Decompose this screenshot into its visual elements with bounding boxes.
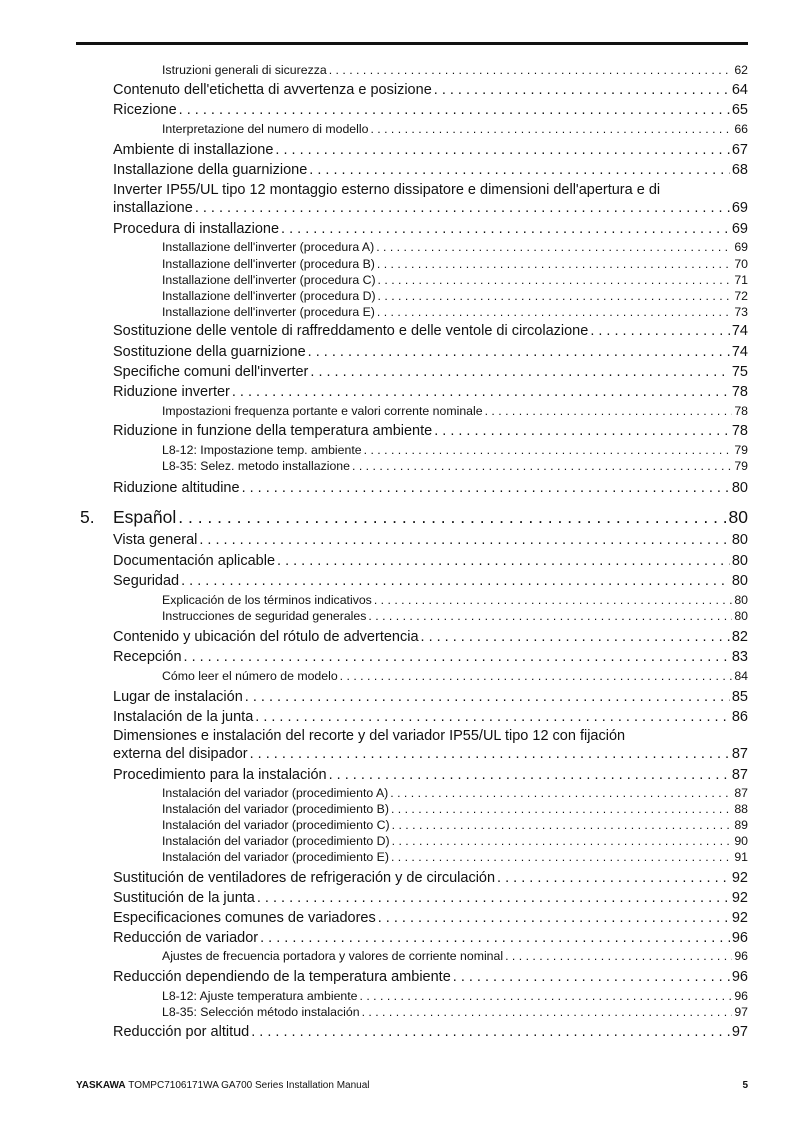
toc-page-number: 87 [731, 746, 748, 762]
toc-page-number: 80 [728, 507, 748, 527]
toc-entry-title: Cómo leer el número de modelo [162, 669, 338, 683]
toc-entry-title: L8-35: Selez. metodo installazione [162, 459, 350, 473]
toc-entry-title: Vista general [113, 532, 198, 548]
dot-leader [199, 531, 729, 549]
dot-leader [497, 869, 730, 887]
toc-entry-title: L8-35: Selección método instalación [162, 1005, 360, 1019]
footer-doc-name: TOMPC7106171WA GA700 Series Installation Manual [128, 1080, 370, 1091]
toc-entry-title: Ajustes de frecuencia portadora y valores de corriente nominal [162, 949, 504, 963]
dot-leader [368, 609, 732, 624]
toc-page-number: 69 [731, 200, 748, 216]
toc-page-number: 96 [734, 989, 748, 1003]
dot-leader [377, 305, 732, 320]
toc-page-number: 70 [734, 257, 748, 271]
toc-page-number: 90 [734, 834, 748, 848]
dot-leader [260, 929, 730, 947]
toc-page-number: 89 [734, 818, 748, 832]
toc-entry-title: Seguridad [113, 573, 180, 589]
toc-entry-title: installazione [113, 200, 193, 216]
dot-leader [453, 968, 730, 986]
toc-chapter-number: 5. [80, 507, 95, 527]
dot-leader [275, 141, 729, 159]
toc-page-number: 85 [731, 689, 748, 705]
dot-leader [434, 422, 730, 440]
toc-page-number: 87 [734, 786, 748, 800]
toc-page-number: 78 [734, 404, 748, 418]
toc-page-number: 78 [731, 423, 748, 439]
dot-leader [179, 101, 730, 119]
toc-page-number: 92 [731, 890, 748, 906]
toc-entry-title: Reducción dependiendo de la temperatura ambiente [113, 969, 451, 985]
toc-page-number: 73 [734, 305, 748, 319]
toc-entry-title: Documentación aplicable [113, 553, 276, 569]
toc-entry-title: Instalación del variador (procedimiento A) [162, 786, 389, 800]
toc-entry-title: Installazione dell'inverter (procedura A) [162, 240, 375, 254]
toc-entry-title: Riduzione altitudine [113, 480, 240, 496]
toc-entry-title: Instalación del variador (procedimiento D) [162, 834, 390, 848]
dot-leader [255, 708, 730, 726]
dot-leader [378, 273, 733, 288]
dot-leader [390, 786, 732, 801]
toc-entry-title: Sostituzione della guarnizione [113, 344, 306, 360]
toc-page-number: 97 [731, 1024, 748, 1040]
toc-page-number: 88 [734, 802, 748, 816]
toc-page-number: 97 [734, 1005, 748, 1019]
toc-page-number: 68 [731, 162, 748, 178]
toc-entry-title: Instalación del variador (procedimiento C) [162, 818, 390, 832]
dot-leader [310, 363, 729, 381]
toc-page-number: 96 [734, 949, 748, 963]
toc-page-number: 66 [734, 122, 748, 136]
toc-entry-title: Contenido y ubicación del rótulo de advertencia [113, 629, 419, 645]
toc-entry-title: Procedimiento para la instalación [113, 767, 327, 783]
dot-leader [391, 850, 732, 865]
dot-leader [392, 818, 733, 833]
toc-page-number: 80 [731, 532, 748, 548]
dot-leader [590, 322, 730, 340]
dot-leader [308, 343, 730, 361]
dot-leader [250, 745, 730, 763]
dot-leader [370, 122, 732, 137]
toc-entry-title: Sustitución de ventiladores de refrigeración y de circulación [113, 870, 496, 886]
toc-entry-title: Explicación de los términos indicativos [162, 593, 372, 607]
toc-entry-title: Installazione dell'inverter (procedura B) [162, 257, 375, 271]
dot-leader [251, 1023, 730, 1041]
toc-page-number: 71 [734, 273, 748, 287]
toc-page-number: 69 [734, 240, 748, 254]
dot-leader [277, 552, 730, 570]
toc-page-number: 75 [731, 364, 748, 380]
dot-leader [421, 628, 730, 646]
toc-page-number: 80 [734, 609, 748, 623]
toc-entry-title: Ambiente di installazione [113, 142, 274, 158]
toc-page-number: 62 [734, 63, 748, 77]
toc-page-number: 69 [731, 221, 748, 237]
toc-page-number: 65 [731, 102, 748, 118]
dot-leader [378, 909, 730, 927]
toc-entry-title: Lugar de instalación [113, 689, 243, 705]
toc-chapter-heading [80, 506, 176, 528]
toc-page-number: 96 [731, 930, 748, 946]
toc-page-number: 67 [731, 142, 748, 158]
dot-leader [195, 199, 730, 217]
toc-entry-title: Instrucciones de seguridad generales [162, 609, 367, 623]
toc-page-number: 87 [731, 767, 748, 783]
toc-page-number: 80 [731, 480, 748, 496]
toc-entry-title: Recepción [113, 649, 182, 665]
page-footer [76, 1080, 748, 1091]
dot-leader [378, 289, 733, 304]
toc-entry-title: Procedura di installazione [113, 221, 280, 237]
toc-page-number: 80 [731, 553, 748, 569]
toc-entry-title: Sustitución de la junta [113, 890, 255, 906]
dot-leader [362, 1005, 733, 1020]
toc-page-number: 92 [731, 870, 748, 886]
toc-entry-title: Istruzioni generali di sicurezza [162, 63, 327, 77]
dot-leader [309, 161, 730, 179]
dot-leader [360, 989, 733, 1004]
toc-chapter-title: Español [113, 507, 177, 527]
toc-entry-title: Riduzione in funzione della temperatura ambiente [113, 423, 433, 439]
toc-page-number: 86 [731, 709, 748, 725]
toc-entry-title-line: Inverter IP55/UL tipo 12 montaggio esterno dissipatore e dimensioni dell'apertura e di [113, 182, 661, 198]
dot-leader [392, 834, 733, 849]
footer-doc-title [76, 1080, 370, 1091]
toc-entry-title: Sostituzione delle ventole di raffreddamento e delle ventole di circolazione [113, 323, 589, 339]
toc-entry-title: Instalación del variador (procedimiento E) [162, 850, 389, 864]
dot-leader [242, 479, 730, 497]
dot-leader [232, 383, 730, 401]
toc-page-number: 83 [731, 649, 748, 665]
toc-page-number: 64 [731, 82, 748, 98]
toc-entry-title: L8-12: Impostazione temp. ambiente [162, 443, 362, 457]
toc-entry-title: Especificaciones comunes de variadores [113, 910, 376, 926]
toc-page-number: 78 [731, 384, 748, 400]
dot-leader [485, 404, 733, 419]
toc-page-number: 80 [731, 573, 748, 589]
dot-leader [391, 802, 732, 817]
dot-leader [377, 257, 732, 272]
toc-page-number: 72 [734, 289, 748, 303]
dot-leader [245, 688, 730, 706]
toc-entry-title: Installazione dell'inverter (procedura C) [162, 273, 376, 287]
toc-entry-title: Reducción de variador [113, 930, 259, 946]
toc-page-number: 84 [734, 669, 748, 683]
dot-leader [329, 63, 733, 78]
footer-brand: YASKAWA [76, 1080, 126, 1091]
toc-entry-title: Reducción por altitud [113, 1024, 250, 1040]
toc-entry-title: Installazione della guarnizione [113, 162, 308, 178]
toc-entry-title: Installazione dell'inverter (procedura E) [162, 305, 375, 319]
dot-leader [505, 949, 732, 964]
toc-entry-title: Installazione dell'inverter (procedura D) [162, 289, 376, 303]
toc-entry-title: Ricezione [113, 102, 177, 118]
dot-leader [434, 81, 730, 99]
toc-entry-title: Contenuto dell'etichetta di avvertenza e posizione [113, 82, 432, 98]
dot-leader [364, 443, 733, 458]
toc-page-number: 74 [731, 323, 748, 339]
dot-leader [374, 593, 732, 608]
dot-leader [281, 220, 730, 238]
footer-page-number: 5 [742, 1080, 748, 1091]
toc-page-number: 74 [731, 344, 748, 360]
dot-leader [178, 506, 726, 528]
dot-leader [329, 766, 730, 784]
dot-leader [257, 889, 730, 907]
toc-page-number: 96 [731, 969, 748, 985]
toc-page-number: 92 [731, 910, 748, 926]
toc-page-number: 82 [731, 629, 748, 645]
toc-entry-title: Specifiche comuni dell'inverter [113, 364, 309, 380]
dot-leader [340, 669, 733, 684]
dot-leader [376, 240, 732, 255]
toc-page-number: 79 [734, 459, 748, 473]
toc-entry-title: Instalación de la junta [113, 709, 254, 725]
toc-entry-title: Riduzione inverter [113, 384, 230, 400]
toc-entry-title: Instalación del variador (procedimiento B) [162, 802, 389, 816]
toc-page-number: 91 [734, 850, 748, 864]
toc-page-number: 79 [734, 443, 748, 457]
dot-leader [181, 572, 730, 590]
toc-entry-title: L8-12: Ajuste temperatura ambiente [162, 989, 358, 1003]
toc-entry-title: externa del disipador [113, 746, 248, 762]
toc-entry-title: Impostazioni frequenza portante e valori corrente nominale [162, 404, 483, 418]
toc-entry-title: Interpretazione del numero di modello [162, 122, 369, 136]
dot-leader [184, 648, 730, 666]
toc-entry-title-line: Dimensiones e instalación del recorte y del variador IP55/UL tipo 12 con fijación [113, 728, 626, 744]
toc-page-number: 80 [734, 593, 748, 607]
dot-leader [352, 459, 732, 474]
